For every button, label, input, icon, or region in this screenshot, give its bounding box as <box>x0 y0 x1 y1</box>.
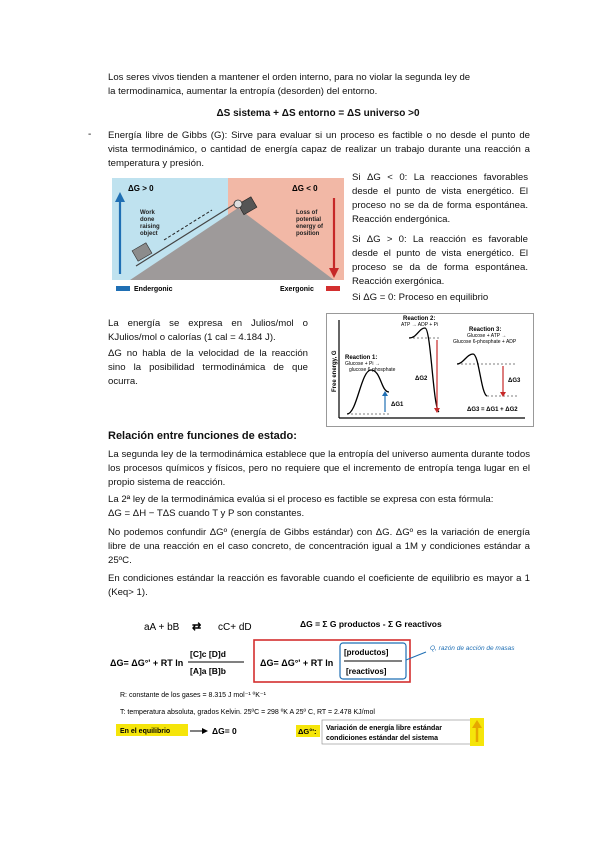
second-law-formula: ΔG = ΔH − TΔS cuando T y P son constantes. <box>108 508 305 519</box>
loss-text-3: energy of <box>296 224 324 230</box>
equilibrium-dg-zero: ΔG= 0 <box>212 726 237 736</box>
dg-sum-label: ΔG3 = ΔG1 + ΔG2 <box>467 407 518 413</box>
entropy-equation: ΔS sistema + ΔS entorno = ΔS universo >0 <box>216 108 420 119</box>
reaction-products: cC+ dD <box>218 622 252 633</box>
reaction-reactants: aA + bB <box>144 622 180 633</box>
section-heading: Relación entre funciones de estado: <box>108 430 297 442</box>
dg1-label: ΔG1 <box>391 402 404 408</box>
intro-line-1: Los seres vivos tienden a mantener el orden interno, para no violar la segunda ley de <box>108 72 471 83</box>
q-label: Q, razón de acción de masas <box>430 645 515 652</box>
legend-exergonic: Exergonic <box>280 286 314 293</box>
work-text-4: object <box>140 231 158 237</box>
temperature-line: T: temperatura absoluta, grados Kelvin. 25ºC = 298 ºK A 25º C, RT = 2.478 KJ/mol <box>120 709 375 716</box>
reaction-3-sub2: Glucose 6-phosphate + ADP <box>453 339 517 345</box>
dg2-label: ΔG2 <box>415 376 428 382</box>
dg-negative-label: ΔG < 0 <box>292 184 318 193</box>
reaction-3-sub1: Glucose + ATP → <box>467 333 507 339</box>
second-law-paragraph: La segunda ley de la termodinámica establece que la entropía del universo aumenta durante todos los procesos químicos y físicos, pero no requiere que el incremento de entropía tenga lugar en el propio sistema de reacción. <box>108 449 530 488</box>
legend-endergonic-swatch <box>116 286 130 291</box>
loss-text-1: Loss of <box>296 210 318 216</box>
numerator-productos: [productos] <box>344 648 389 657</box>
dg-sum-formula: ΔG = Σ G productos - Σ G reactivos <box>300 619 442 629</box>
bullet-dash: - <box>88 129 92 140</box>
work-text-1: Work <box>140 210 155 216</box>
dg-formula-left: ΔG= ΔG°' + RT ln <box>110 658 184 668</box>
free-energy-axis-label: Free energy, G <box>332 350 338 392</box>
equilibrium-label: En el equilibrio <box>120 728 171 735</box>
dg-negative-text: Si ΔG < 0: La reacciones favorables desde el punto de vista energético. El proceso no se da de forma espontánea. Reacción endergónica. <box>352 172 528 225</box>
reaction-3-title: Reaction 3: <box>469 327 502 333</box>
standard-gibbs-paragraph: No podemos confundir ΔGº (energía de Gibbs estándar) con ΔG. ΔGº es la variación de energía libre de una reacción en el caso concreto, de concentración igual a 1M y condiciones estándar a 25ºC. <box>108 527 530 566</box>
loss-text-2: potential <box>296 217 321 223</box>
standard-dg-desc-1: Variación de energía libre estándar <box>326 725 442 732</box>
dg-positive-label: ΔG > 0 <box>128 184 154 193</box>
denominator-reactivos: [reactivos] <box>346 667 387 676</box>
reaction-1-sub1: Glucose + Pi → <box>345 361 380 367</box>
reaction-2-sub: ATP → ADP + Pi <box>401 322 439 328</box>
reaction-2-title: Reaction 2: <box>403 316 436 322</box>
gas-constant: R: constante de los gases = 8.315 J mol⁻¹ ºK⁻¹ <box>120 692 266 699</box>
legend-exergonic-swatch <box>326 286 340 291</box>
reaction-1-title: Reaction 1: <box>345 355 378 361</box>
dg-positive-text: Si ΔG > 0: La reacción es favorable desde el punto de vista energético. El proceso se da de forma espontánea. Reacción exergónica. <box>352 234 528 287</box>
reaction-1-curve <box>347 370 389 414</box>
second-law-formula-intro: La 2ª ley de la termodinámica evalúa si el proceso es factible se expresa con esta fórmula: <box>108 494 494 505</box>
reaction-2-curve <box>409 328 439 412</box>
gibbs-formula-graphic <box>104 610 524 750</box>
reaction-3-curve <box>457 354 487 396</box>
reaction-arrows: ⇄ <box>192 621 202 633</box>
standard-dg-desc-2: condiciones estándar del sistema <box>326 735 439 742</box>
dg-denominator: [A]a [B]b <box>190 666 226 676</box>
intro-line-2: la termodinamica, aumentar la entropía (desorden) del entorno. <box>108 86 378 97</box>
dg-formula-right: ΔG= ΔG°' + RT ln <box>260 658 334 668</box>
legend-endergonic: Endergonic <box>134 286 173 293</box>
reaction-1-sub2: glucose 6-phosphate <box>349 367 396 373</box>
dg-numerator: [C]c [D]d <box>190 649 226 659</box>
standard-dg-label: ΔG°': <box>298 727 317 736</box>
gibbs-paragraph: Energía libre de Gibbs (G): Sirve para evaluar si un proceso es factible o no desde el punto de vista termodinámico, o cantidad de energía capaz de realizar un trabajo durante una reacción a temperatura y presión. <box>108 130 530 169</box>
dg-zero-text: Si ΔG = 0: Proceso en equilibrio <box>352 292 489 303</box>
endergonic-exergonic-figure <box>112 178 344 296</box>
dg-velocity-note: ΔG no habla de la velocidad de la reacción sino la posibilidad termodinámica de que ocurra. <box>108 348 308 387</box>
equilibrium-constant-paragraph: En condiciones estándar la reacción es favorable cuando el coeficiente de equilibrio es mayor a 1 (Keq> 1). <box>108 573 530 598</box>
energy-units-text: La energía se expresa en Julios/mol o KJulios/mol o calorías (1 cal = 4.184 J). <box>108 318 308 343</box>
work-text-3: raising <box>140 224 160 230</box>
dg3-label: ΔG3 <box>508 378 521 384</box>
coupled-reactions-figure <box>326 313 534 427</box>
loss-text-4: position <box>296 231 320 237</box>
work-text-2: done <box>140 217 155 223</box>
